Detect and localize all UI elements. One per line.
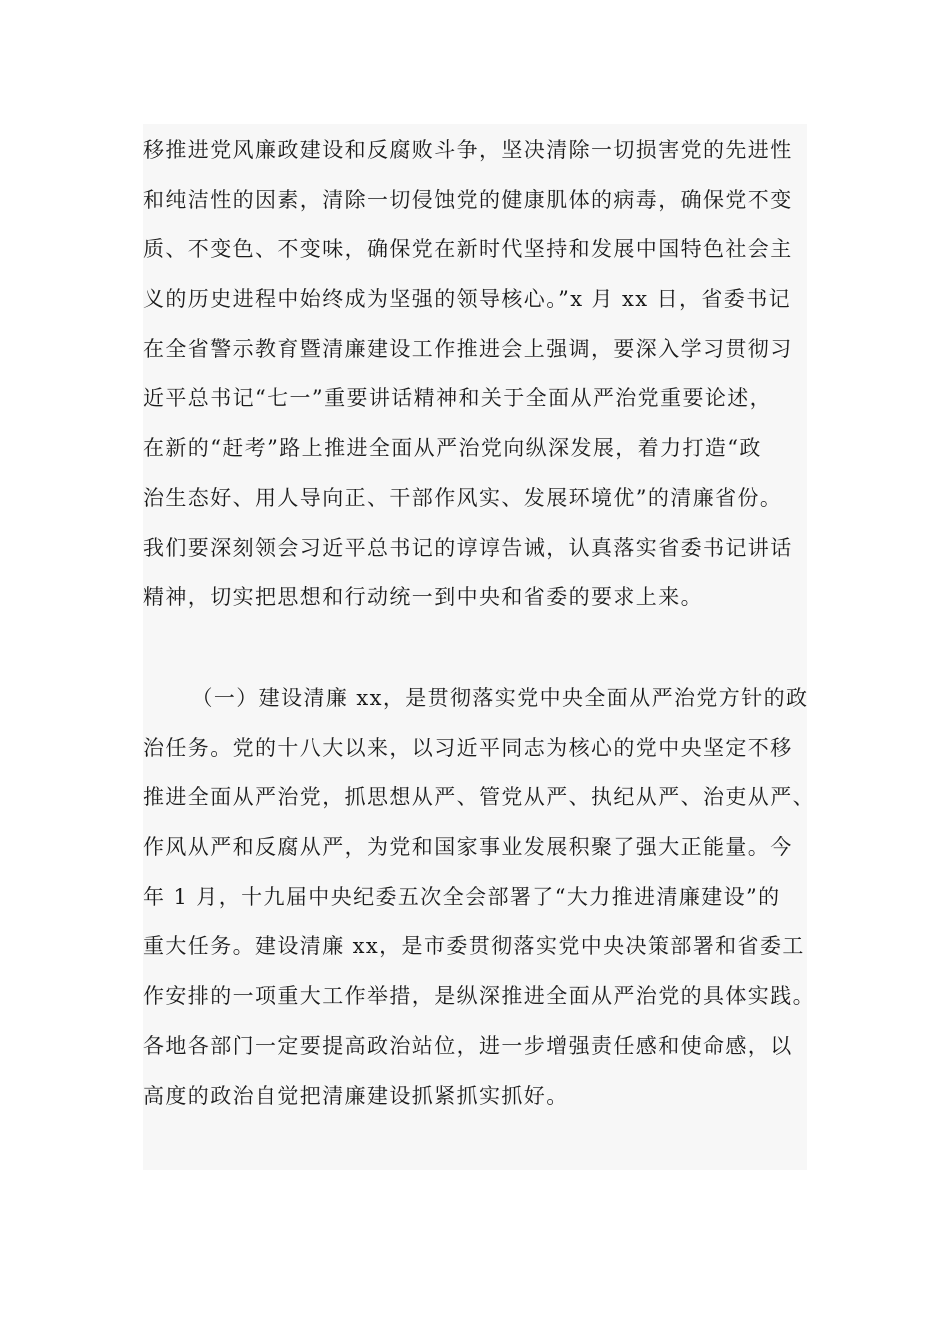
text-line: 作风从严和反腐从严，为党和国家事业发展积聚了强大正能量。今 xyxy=(143,835,793,860)
text-line: 质、不变色、不变味，确保党在新时代坚持和发展中国特色社会主 xyxy=(143,237,793,262)
text-line: 和纯洁性的因素，清除一切侵蚀党的健康肌体的病毒，确保党不变 xyxy=(143,187,793,212)
text-line: 治生态好、用人导向正、干部作风实、发展环境优”的清廉省份。 xyxy=(143,485,783,510)
text-line: （一）建设清廉 xx，是贯彻落实党中央全面从严治党方针的政 xyxy=(143,686,809,710)
text-line: 我们要深刻领会习近平总书记的谆谆告诫，认真落实省委书记讲话 xyxy=(143,535,793,560)
paragraph-2 xyxy=(143,674,815,1121)
text-line: 各地各部门一定要提高政治站位，进一步增强责任感和使命感，以 xyxy=(143,1033,793,1058)
text-line: 推进全面从严治党，抓思想从严、管党从严、执纪从严、治吏从严、 xyxy=(143,785,815,810)
text-line: 在新的“赶考”路上推进全面从严治党向纵深发展，着力打造“政 xyxy=(143,436,762,461)
text-line: 年 1 月，十九届中央纪委五次全会部署了“大力推进清廉建设”的 xyxy=(143,884,781,909)
text-line: 义的历史进程中始终成为坚强的领导核心。”x 月 xx 日，省委书记 xyxy=(143,287,791,312)
text-line: 作安排的一项重大工作举措，是纵深推进全面从严治党的具体实践。 xyxy=(143,984,815,1009)
text-line: 在全省警示教育暨清廉建设工作推进会上强调，要深入学习贯彻习 xyxy=(143,336,793,361)
text-line: 治任务。党的十八大以来，以习近平同志为核心的党中央坚定不移 xyxy=(143,735,793,760)
paragraph-1 xyxy=(143,126,793,623)
text-line: 近平总书记“七一”重要讲话精神和关于全面从严治党重要论述， xyxy=(143,386,773,411)
text-line: 高度的政治自觉把清廉建设抓紧抓实抓好。 xyxy=(143,1083,569,1108)
text-line: 重大任务。建设清廉 xx，是市委贯彻落实党中央决策部署和省委工 xyxy=(143,934,805,959)
text-line: 精神，切实把思想和行动统一到中央和省委的要求上来。 xyxy=(143,585,703,610)
text-line: 移推进党风廉政建设和反腐败斗争，坚决清除一切损害党的先进性 xyxy=(143,138,793,162)
